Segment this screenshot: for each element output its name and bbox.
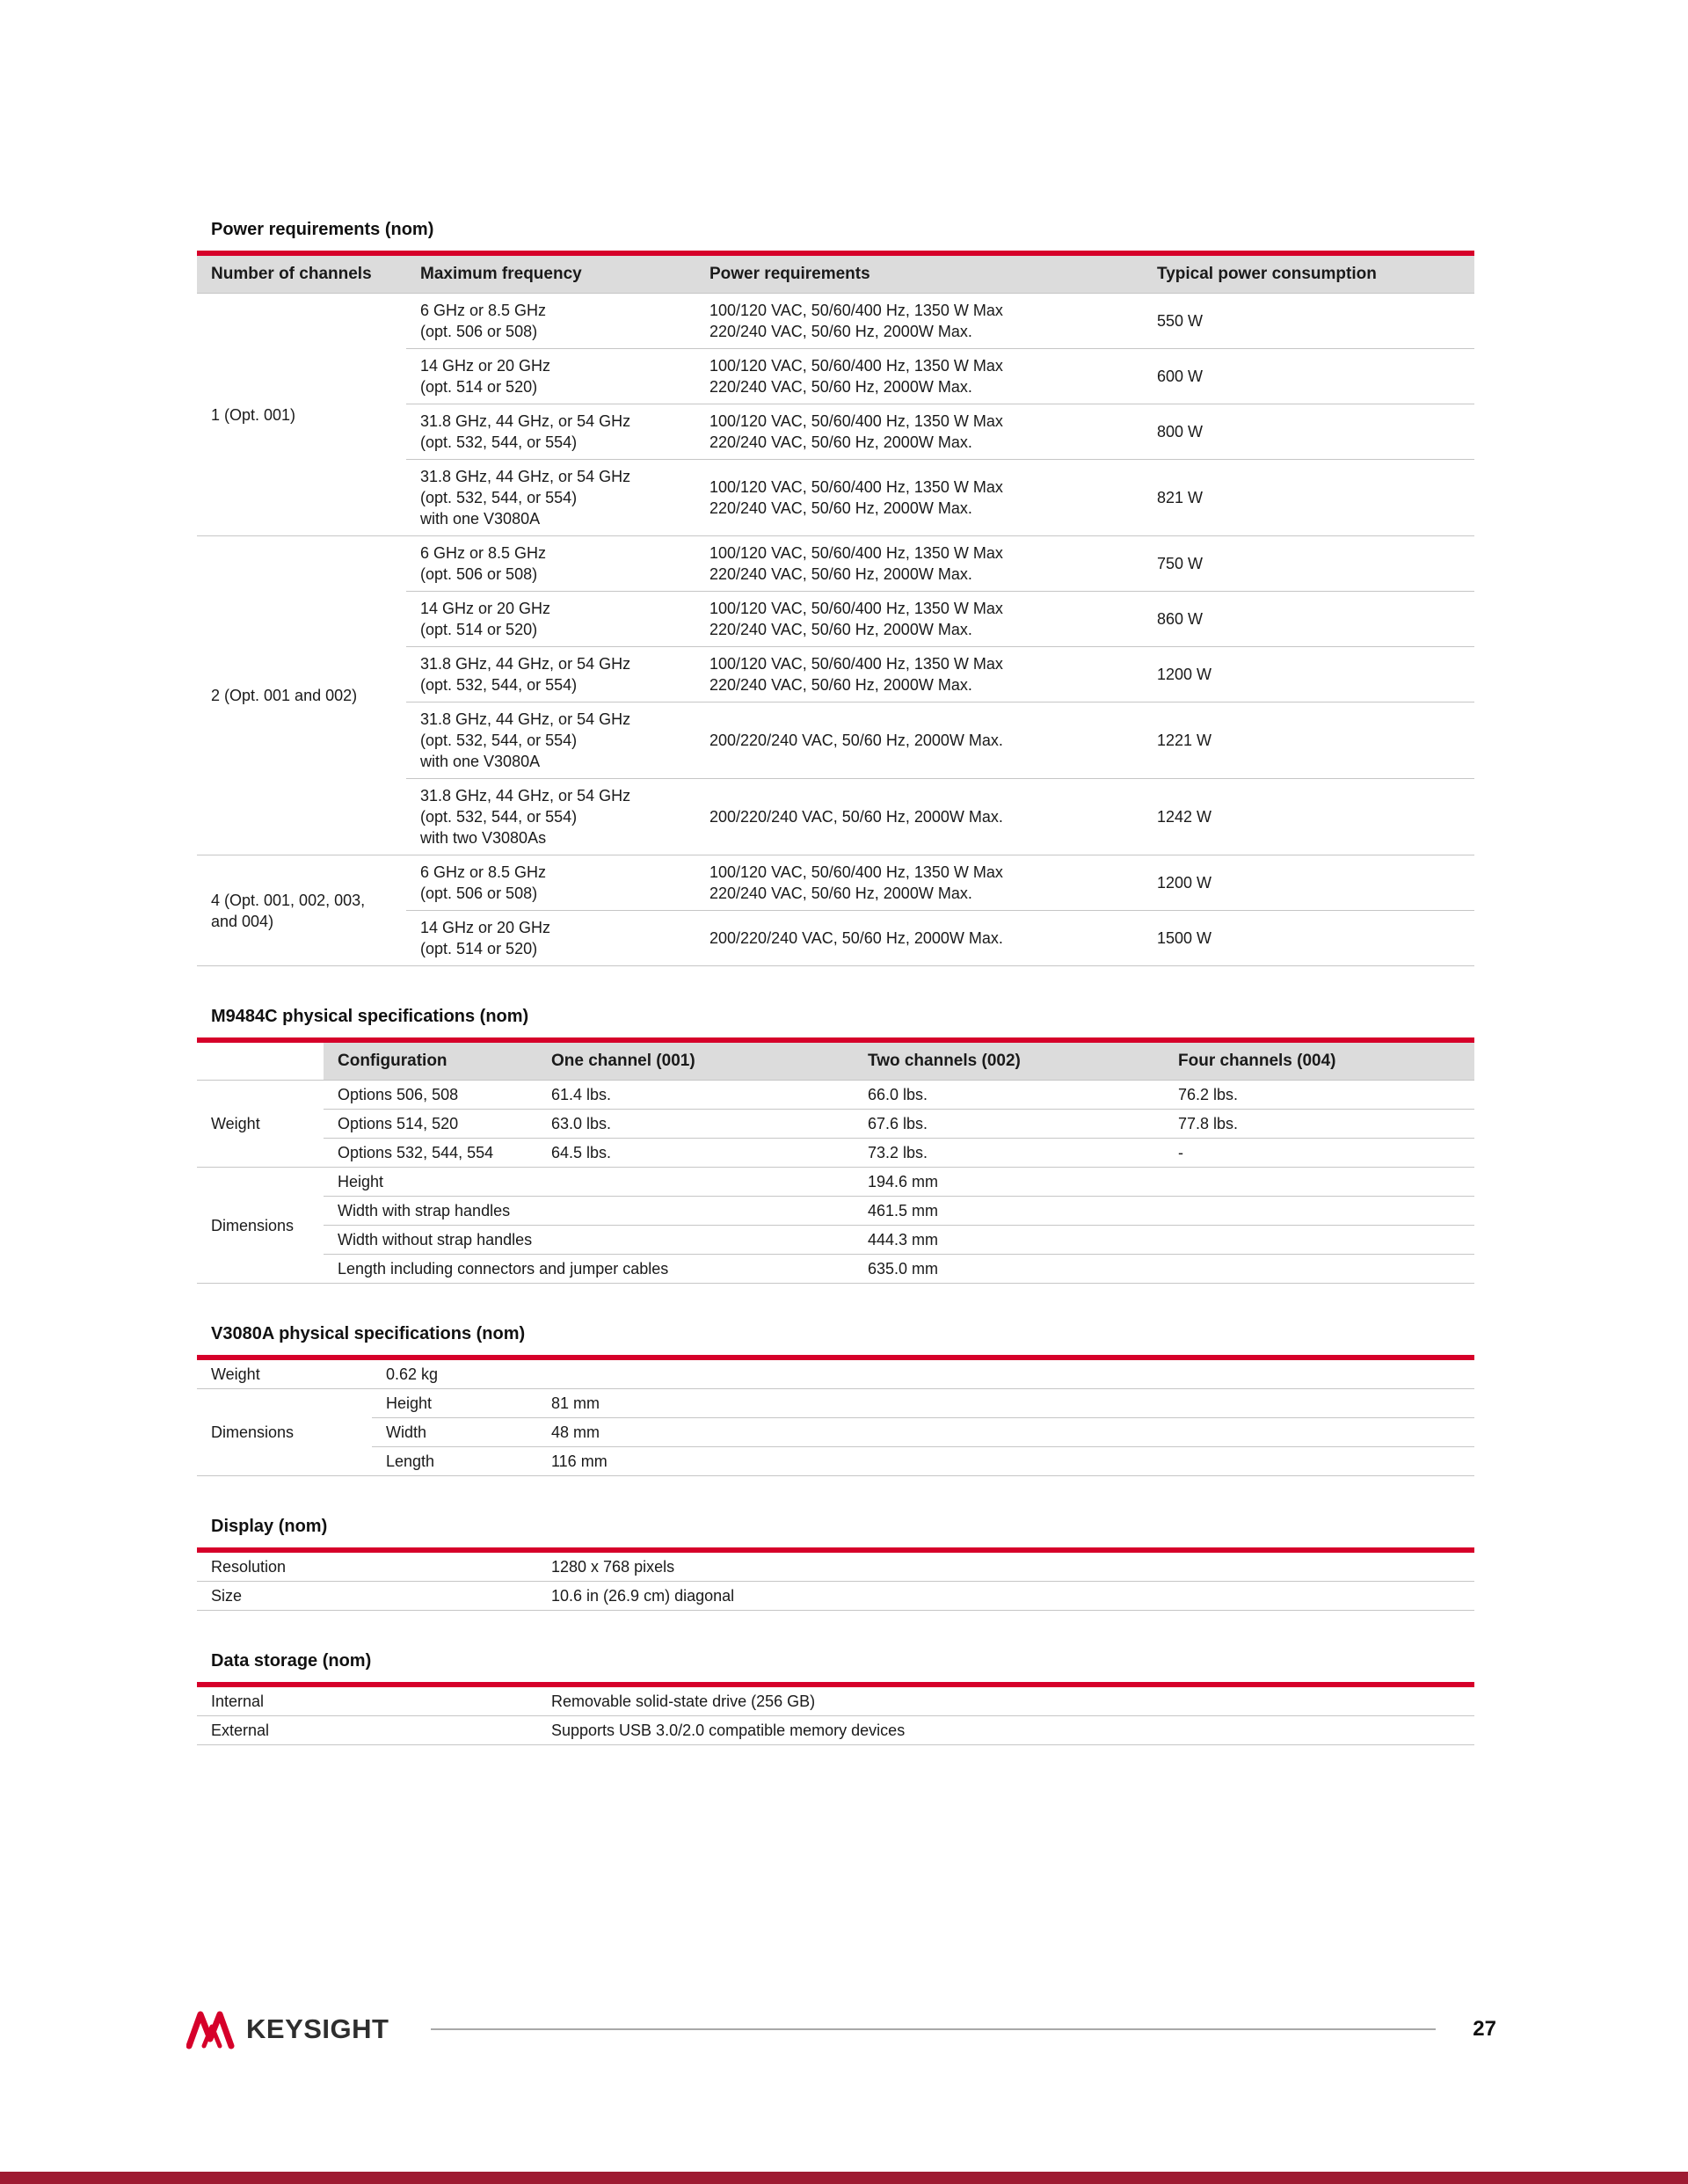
page-footer bbox=[186, 2009, 1496, 2049]
power-consumption-cell: 1200 W bbox=[1143, 855, 1474, 911]
dimension-label-cell: Length including connectors and jumper cables bbox=[324, 1255, 854, 1284]
m9484c-table-header-row bbox=[197, 1040, 1474, 1081]
dimension-value-cell: 461.5 mm bbox=[854, 1197, 1474, 1226]
table-row bbox=[197, 1358, 1474, 1389]
power-consumption-cell: 600 W bbox=[1143, 349, 1474, 404]
max-frequency-cell: 14 GHz or 20 GHz (opt. 514 or 520) bbox=[406, 911, 695, 966]
weight-value-cell: 77.8 lbs. bbox=[1164, 1110, 1474, 1139]
max-frequency-cell: 31.8 GHz, 44 GHz, or 54 GHz (opt. 532, 544, or 554) bbox=[406, 647, 695, 703]
weight-value-cell: 73.2 lbs. bbox=[854, 1139, 1164, 1168]
power-requirements-table bbox=[197, 251, 1474, 966]
channel-group-cell: 2 (Opt. 001 and 002) bbox=[197, 536, 406, 855]
max-frequency-cell: 31.8 GHz, 44 GHz, or 54 GHz (opt. 532, 544, or 554) with two V3080As bbox=[406, 779, 695, 855]
section-title-display: Display (nom) bbox=[211, 1517, 328, 1536]
spec-value-cell: Removable solid-state drive (256 GB) bbox=[537, 1685, 1474, 1716]
spec-label-cell: Size bbox=[197, 1582, 537, 1611]
dimension-value-cell: 48 mm bbox=[537, 1418, 1474, 1447]
spec-label-cell: Internal bbox=[197, 1685, 537, 1716]
table-row bbox=[197, 1716, 1474, 1745]
power-consumption-cell: 800 W bbox=[1143, 404, 1474, 460]
power-requirement-cell: 100/120 VAC, 50/60/400 Hz, 1350 W Max 220/240 VAC, 50/60 Hz, 2000W Max. bbox=[695, 855, 1143, 911]
table-row bbox=[197, 536, 1474, 592]
page-bottom-bar bbox=[0, 2172, 1688, 2184]
dimension-value-cell: 194.6 mm bbox=[854, 1168, 1474, 1197]
table-row bbox=[197, 1168, 1474, 1197]
col-header-blank bbox=[197, 1040, 324, 1081]
section-title-v3080a: V3080A physical specifications (nom) bbox=[211, 1324, 526, 1343]
table-row bbox=[197, 1255, 1474, 1284]
spec-value-cell: 1280 x 768 pixels bbox=[537, 1550, 1474, 1582]
section-title-power: Power requirements (nom) bbox=[211, 220, 434, 239]
power-requirement-cell: 100/120 VAC, 50/60/400 Hz, 1350 W Max 220/240 VAC, 50/60 Hz, 2000W Max. bbox=[695, 294, 1143, 349]
max-frequency-cell: 14 GHz or 20 GHz (opt. 514 or 520) bbox=[406, 349, 695, 404]
dimension-value-cell: 444.3 mm bbox=[854, 1226, 1474, 1255]
dimension-label-cell: Height bbox=[324, 1168, 854, 1197]
power-consumption-cell: 1242 W bbox=[1143, 779, 1474, 855]
weight-value-cell: 64.5 lbs. bbox=[537, 1139, 854, 1168]
spec-value-cell: Supports USB 3.0/2.0 compatible memory devices bbox=[537, 1716, 1474, 1745]
power-consumption-cell: 750 W bbox=[1143, 536, 1474, 592]
max-frequency-cell: 31.8 GHz, 44 GHz, or 54 GHz (opt. 532, 544, or 554) with one V3080A bbox=[406, 460, 695, 536]
channel-group-cell: 1 (Opt. 001) bbox=[197, 294, 406, 536]
spec-value-cell: 10.6 in (26.9 cm) diagonal bbox=[537, 1582, 1474, 1611]
dimension-label-cell: Width with strap handles bbox=[324, 1197, 854, 1226]
max-frequency-cell: 6 GHz or 8.5 GHz (opt. 506 or 508) bbox=[406, 536, 695, 592]
table-row bbox=[197, 1226, 1474, 1255]
storage-spec-table bbox=[197, 1682, 1474, 1745]
power-requirement-cell: 200/220/240 VAC, 50/60 Hz, 2000W Max. bbox=[695, 911, 1143, 966]
table-row bbox=[197, 855, 1474, 911]
max-frequency-cell: 31.8 GHz, 44 GHz, or 54 GHz (opt. 532, 544, or 554) with one V3080A bbox=[406, 703, 695, 779]
col-header-two-channels: Two channels (002) bbox=[854, 1040, 1164, 1081]
section-title-storage: Data storage (nom) bbox=[211, 1651, 372, 1671]
spec-label-cell: Resolution bbox=[197, 1550, 537, 1582]
dimension-label-cell: Width bbox=[372, 1418, 537, 1447]
weight-value-cell: 76.2 lbs. bbox=[1164, 1081, 1474, 1110]
power-requirement-cell: 100/120 VAC, 50/60/400 Hz, 1350 W Max 220/240 VAC, 50/60 Hz, 2000W Max. bbox=[695, 460, 1143, 536]
dimension-value-cell: 81 mm bbox=[537, 1389, 1474, 1418]
power-requirement-cell: 200/220/240 VAC, 50/60 Hz, 2000W Max. bbox=[695, 703, 1143, 779]
channel-group-cell: 4 (Opt. 001, 002, 003, and 004) bbox=[197, 855, 406, 966]
spec-label-cell: External bbox=[197, 1716, 537, 1745]
spec-value-cell: 0.62 kg bbox=[372, 1358, 1474, 1389]
power-requirement-cell: 200/220/240 VAC, 50/60 Hz, 2000W Max. bbox=[695, 779, 1143, 855]
col-header-configuration: Configuration bbox=[324, 1040, 537, 1081]
dimension-label-cell: Height bbox=[372, 1389, 537, 1418]
table-row bbox=[197, 1582, 1474, 1611]
col-header-frequency: Maximum frequency bbox=[406, 253, 695, 294]
page-number: 27 bbox=[1473, 2017, 1496, 2041]
configuration-cell: Options 514, 520 bbox=[324, 1110, 537, 1139]
keysight-spark-icon bbox=[186, 2009, 237, 2049]
dimension-value-cell: 116 mm bbox=[537, 1447, 1474, 1476]
power-requirement-cell: 100/120 VAC, 50/60/400 Hz, 1350 W Max 220/240 VAC, 50/60 Hz, 2000W Max. bbox=[695, 536, 1143, 592]
power-consumption-cell: 1200 W bbox=[1143, 647, 1474, 703]
col-header-consumption: Typical power consumption bbox=[1143, 253, 1474, 294]
m9484c-spec-table bbox=[197, 1037, 1474, 1284]
power-consumption-cell: 550 W bbox=[1143, 294, 1474, 349]
table-row bbox=[197, 1418, 1474, 1447]
max-frequency-cell: 31.8 GHz, 44 GHz, or 54 GHz (opt. 532, 544, or 554) bbox=[406, 404, 695, 460]
table-row bbox=[197, 1447, 1474, 1476]
table-row bbox=[197, 1081, 1474, 1110]
power-requirement-cell: 100/120 VAC, 50/60/400 Hz, 1350 W Max 220/240 VAC, 50/60 Hz, 2000W Max. bbox=[695, 349, 1143, 404]
max-frequency-cell: 14 GHz or 20 GHz (opt. 514 or 520) bbox=[406, 592, 695, 647]
dimension-label-cell: Width without strap handles bbox=[324, 1226, 854, 1255]
max-frequency-cell: 6 GHz or 8.5 GHz (opt. 506 or 508) bbox=[406, 294, 695, 349]
table-row bbox=[197, 1139, 1474, 1168]
power-table-header-row bbox=[197, 253, 1474, 294]
table-row bbox=[197, 1550, 1474, 1582]
weight-value-cell: - bbox=[1164, 1139, 1474, 1168]
power-requirement-cell: 100/120 VAC, 50/60/400 Hz, 1350 W Max 220/240 VAC, 50/60 Hz, 2000W Max. bbox=[695, 592, 1143, 647]
col-header-channels: Number of channels bbox=[197, 253, 406, 294]
keysight-logo bbox=[186, 2009, 389, 2049]
power-consumption-cell: 1500 W bbox=[1143, 911, 1474, 966]
display-spec-table bbox=[197, 1547, 1474, 1611]
weight-value-cell: 63.0 lbs. bbox=[537, 1110, 854, 1139]
spec-group-cell: Dimensions bbox=[197, 1168, 324, 1284]
keysight-wordmark: KEYSIGHT bbox=[246, 2013, 389, 2044]
dimension-label-cell: Length bbox=[372, 1447, 537, 1476]
spec-group-cell: Dimensions bbox=[197, 1389, 372, 1476]
spec-group-cell: Weight bbox=[197, 1081, 324, 1168]
power-requirement-cell: 100/120 VAC, 50/60/400 Hz, 1350 W Max 220/240 VAC, 50/60 Hz, 2000W Max. bbox=[695, 404, 1143, 460]
footer-divider bbox=[431, 2028, 1436, 2030]
weight-value-cell: 67.6 lbs. bbox=[854, 1110, 1164, 1139]
table-row bbox=[197, 1685, 1474, 1716]
table-row bbox=[197, 1197, 1474, 1226]
table-row bbox=[197, 1389, 1474, 1418]
table-row bbox=[197, 294, 1474, 349]
configuration-cell: Options 506, 508 bbox=[324, 1081, 537, 1110]
power-consumption-cell: 1221 W bbox=[1143, 703, 1474, 779]
dimension-value-cell: 635.0 mm bbox=[854, 1255, 1474, 1284]
power-consumption-cell: 860 W bbox=[1143, 592, 1474, 647]
v3080a-spec-table bbox=[197, 1355, 1474, 1476]
power-consumption-cell: 821 W bbox=[1143, 460, 1474, 536]
col-header-one-channel: One channel (001) bbox=[537, 1040, 854, 1081]
configuration-cell: Options 532, 544, 554 bbox=[324, 1139, 537, 1168]
col-header-four-channels: Four channels (004) bbox=[1164, 1040, 1474, 1081]
weight-value-cell: 61.4 lbs. bbox=[537, 1081, 854, 1110]
weight-value-cell: 66.0 lbs. bbox=[854, 1081, 1164, 1110]
max-frequency-cell: 6 GHz or 8.5 GHz (opt. 506 or 508) bbox=[406, 855, 695, 911]
power-requirement-cell: 100/120 VAC, 50/60/400 Hz, 1350 W Max 220/240 VAC, 50/60 Hz, 2000W Max. bbox=[695, 647, 1143, 703]
spec-label-cell: Weight bbox=[197, 1358, 372, 1389]
section-title-m9484c: M9484C physical specifications (nom) bbox=[211, 1007, 529, 1026]
col-header-requirements: Power requirements bbox=[695, 253, 1143, 294]
table-row bbox=[197, 1110, 1474, 1139]
